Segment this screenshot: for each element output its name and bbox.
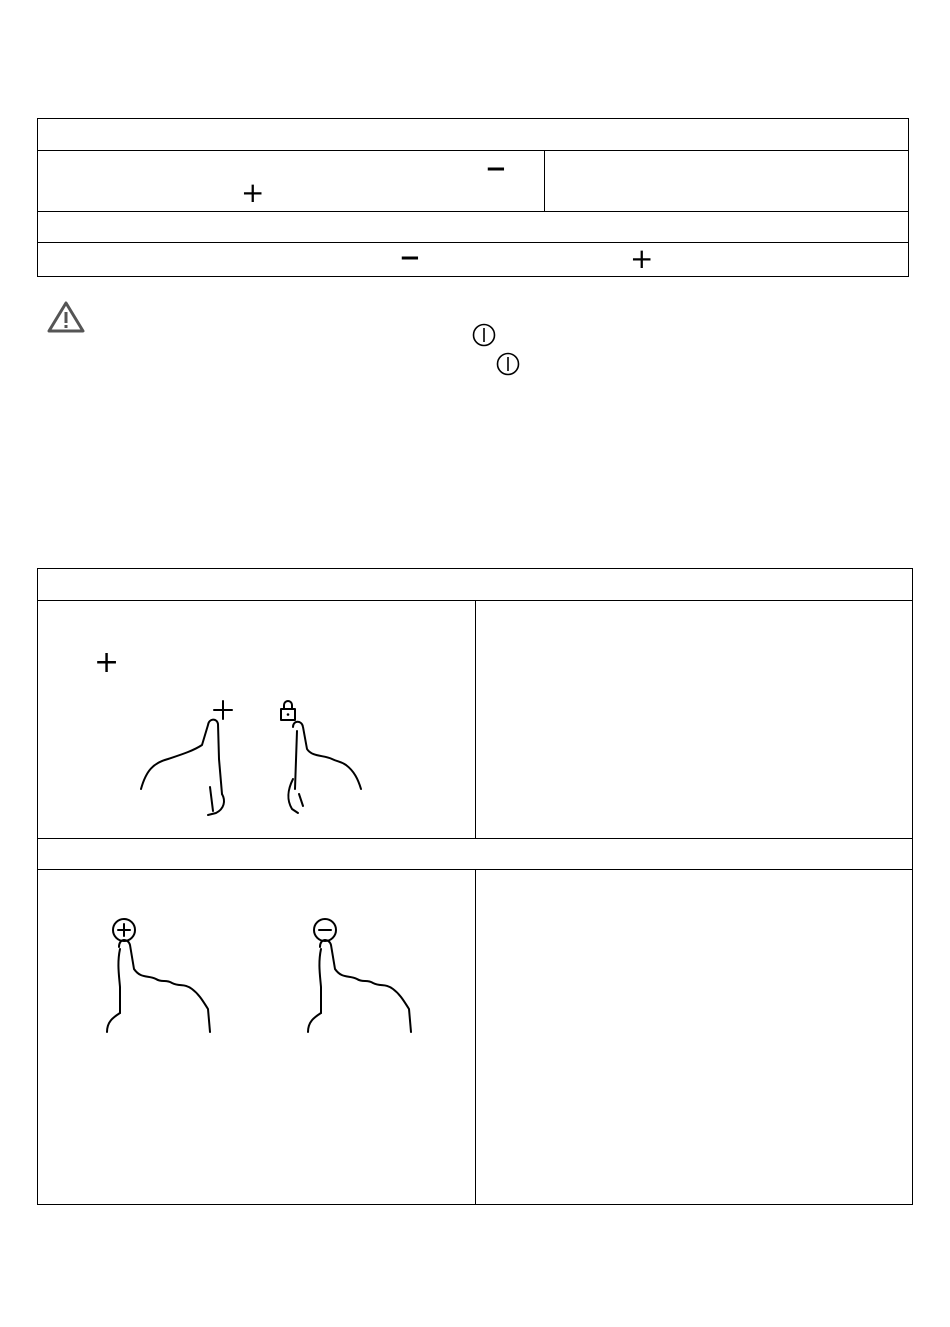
finger-press-minus-button-icon xyxy=(305,917,420,1042)
finger-touch-lock-icon xyxy=(278,699,378,824)
power-icon xyxy=(471,322,497,353)
plus-key-glyph-row3: + xyxy=(630,242,654,275)
row-divider xyxy=(38,211,908,212)
column-divider xyxy=(475,869,476,1205)
minus-key-glyph-row3: − xyxy=(399,243,421,273)
warning-triangle-icon xyxy=(46,300,86,339)
plus-key-glyph: + xyxy=(241,176,265,209)
finger-press-plus-button-icon xyxy=(104,917,219,1042)
column-divider xyxy=(544,150,545,211)
minus-key-glyph: − xyxy=(485,154,507,184)
power-icon xyxy=(495,351,521,382)
settings-table-1 xyxy=(37,118,909,277)
row-divider xyxy=(38,242,908,243)
finger-touch-plus-icon xyxy=(138,699,248,824)
column-divider xyxy=(475,600,476,838)
settings-table-2 xyxy=(37,568,913,1205)
row-divider xyxy=(38,838,912,839)
plus-key-glyph: + xyxy=(94,645,120,680)
row-divider xyxy=(38,150,908,151)
